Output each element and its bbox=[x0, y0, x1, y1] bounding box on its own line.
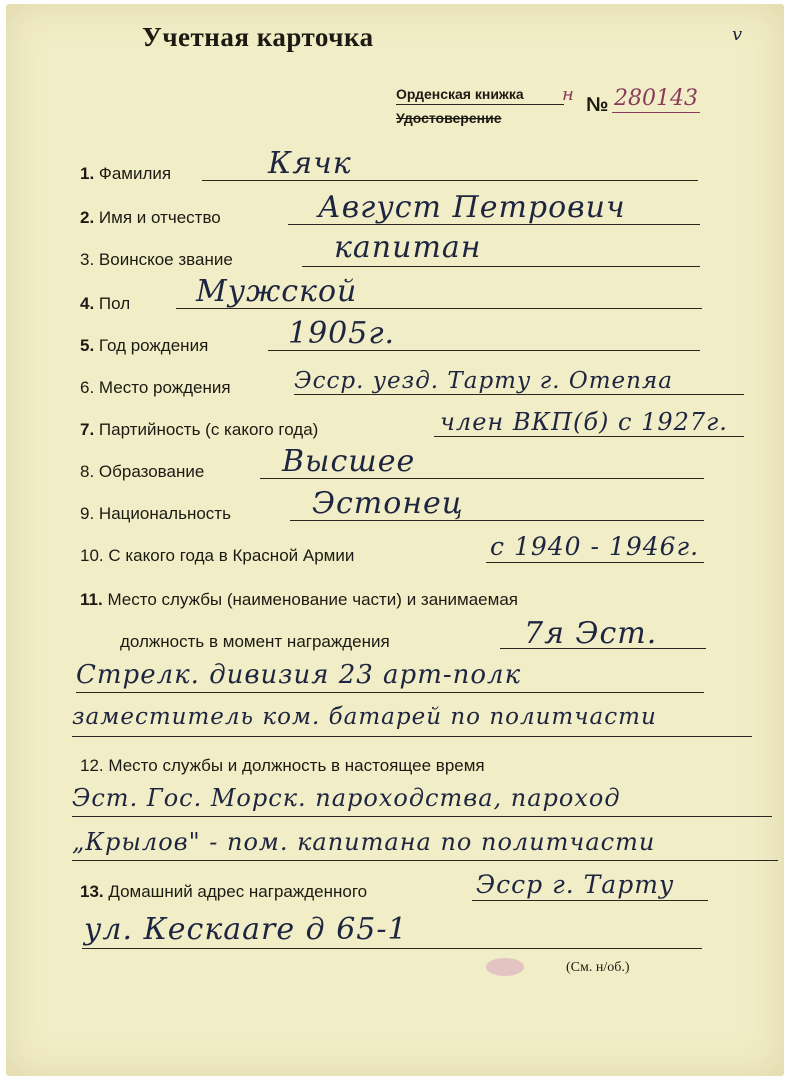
field-7-value: член ВКП(б) с 1927г. bbox=[440, 408, 728, 436]
field-8-label bbox=[80, 462, 204, 482]
field-9-label bbox=[80, 504, 231, 524]
field-2-label bbox=[80, 208, 221, 228]
field-4-rule bbox=[176, 308, 702, 309]
field-8-rule bbox=[260, 478, 704, 479]
field-3-label bbox=[80, 250, 233, 270]
field-5-value: 1905г. bbox=[288, 316, 396, 351]
field-4-number: 4. bbox=[80, 294, 95, 313]
field-9-value: Эстонец bbox=[312, 486, 464, 521]
field-11-label bbox=[80, 590, 518, 610]
field-11-rule-1 bbox=[500, 648, 706, 649]
field-6-label bbox=[80, 378, 231, 398]
field-5-label-text: Год рождения bbox=[98, 336, 209, 355]
field-7-number: 7. bbox=[80, 420, 95, 439]
field-2-value: Август Петрович bbox=[318, 190, 626, 225]
field-12-label bbox=[80, 756, 485, 776]
field-4-label-text: Пол bbox=[98, 294, 131, 313]
document-number-value: 280143 bbox=[614, 86, 698, 111]
record-card bbox=[6, 4, 784, 1076]
field-1-label-text: Фамилия bbox=[98, 164, 172, 183]
field-11-rule-2 bbox=[76, 692, 704, 693]
document-number-underline bbox=[612, 112, 700, 113]
field-2-rule bbox=[288, 224, 700, 225]
field-8-label-text: Образование bbox=[98, 462, 205, 481]
field-11-value: 7я Эст. bbox=[524, 616, 658, 651]
field-13-label-text: Домашний адрес награжденного bbox=[108, 882, 368, 901]
field-3-rule bbox=[302, 266, 700, 267]
document-type-line2: Удостоверение bbox=[396, 110, 502, 126]
field-13-number: 13. bbox=[80, 882, 104, 901]
field-13-label bbox=[80, 882, 367, 902]
field-4-label bbox=[80, 294, 130, 314]
field-10-value: с 1940 - 1946г. bbox=[490, 532, 700, 561]
field-10-label-text: С какого года в Красной Армии bbox=[108, 546, 355, 565]
field-7-label-text: Партийность (с какого года) bbox=[98, 420, 319, 439]
field-11-rule-3 bbox=[72, 736, 752, 737]
field-11-value-line3: заместитель ком. батарей по политчасти bbox=[72, 704, 657, 730]
field-11-value-line2: Стрелк. дивизия 23 арт-полк bbox=[76, 660, 522, 690]
field-6-number: 6. bbox=[80, 378, 95, 397]
field-12-rule-1 bbox=[72, 816, 772, 817]
field-12-label-text: Место службы и должность в настоящее время bbox=[108, 756, 485, 775]
field-3-value: капитан bbox=[334, 230, 482, 265]
field-10-rule bbox=[486, 562, 704, 563]
field-6-label-text: Место рождения bbox=[98, 378, 231, 397]
field-10-label bbox=[80, 546, 354, 566]
field-9-label-text: Национальность bbox=[98, 504, 231, 523]
field-12-rule-2 bbox=[72, 860, 778, 861]
field-1-label bbox=[80, 164, 171, 184]
field-7-rule bbox=[434, 436, 744, 437]
field-2-label-text: Имя и отчество bbox=[98, 208, 221, 227]
field-9-number: 9. bbox=[80, 504, 95, 523]
field-5-number: 5. bbox=[80, 336, 95, 355]
field-6-value: Эсср. уезд. Тарту г. Отепяа bbox=[294, 368, 673, 394]
field-5-rule bbox=[268, 350, 700, 351]
field-11-number: 11. bbox=[80, 590, 103, 609]
document-handwritten-mark: н bbox=[562, 84, 574, 105]
field-13-value: Эсср г. Тарту bbox=[476, 870, 675, 899]
field-1-value: Кячк bbox=[268, 146, 352, 181]
field-12-number: 12. bbox=[80, 756, 104, 775]
document-number-label: № bbox=[586, 94, 609, 116]
field-13-rule-1 bbox=[472, 900, 708, 901]
field-7-label bbox=[80, 420, 318, 440]
field-6-rule bbox=[294, 394, 744, 395]
field-3-number: 3. bbox=[80, 250, 95, 269]
ink-smudge bbox=[486, 958, 524, 976]
document-type-line1: Орденская книжка bbox=[396, 86, 524, 102]
corner-check-mark: v bbox=[732, 24, 744, 45]
footer-note: (См. н/об.) bbox=[566, 960, 630, 975]
field-8-value: Высшее bbox=[282, 444, 416, 479]
field-2-number: 2. bbox=[80, 208, 95, 227]
field-1-number: 1. bbox=[80, 164, 95, 183]
field-5-label bbox=[80, 336, 208, 356]
field-12-value-line2: „Крылов" - пом. капитана по политчасти bbox=[72, 828, 656, 856]
field-13-value-line2: ул. Кескаare д 65-1 bbox=[84, 912, 408, 947]
field-9-rule bbox=[290, 520, 704, 521]
field-8-number: 8. bbox=[80, 462, 95, 481]
field-13-rule-2 bbox=[82, 948, 702, 949]
card-title: Учетная карточка bbox=[142, 22, 374, 52]
document-line1-underline bbox=[396, 104, 564, 105]
field-11-label-text: Место службы (наименование части) и занимаемая bbox=[107, 590, 518, 609]
field-12-value: Эст. Гос. Морск. пароходства, пароход bbox=[72, 784, 621, 812]
field-11-label-line2: должность в момент награждения bbox=[120, 632, 390, 651]
field-3-label-text: Воинское звание bbox=[98, 250, 233, 269]
field-1-rule bbox=[202, 180, 698, 181]
field-4-value: Мужской bbox=[196, 274, 358, 309]
field-10-number: 10. bbox=[80, 546, 104, 565]
